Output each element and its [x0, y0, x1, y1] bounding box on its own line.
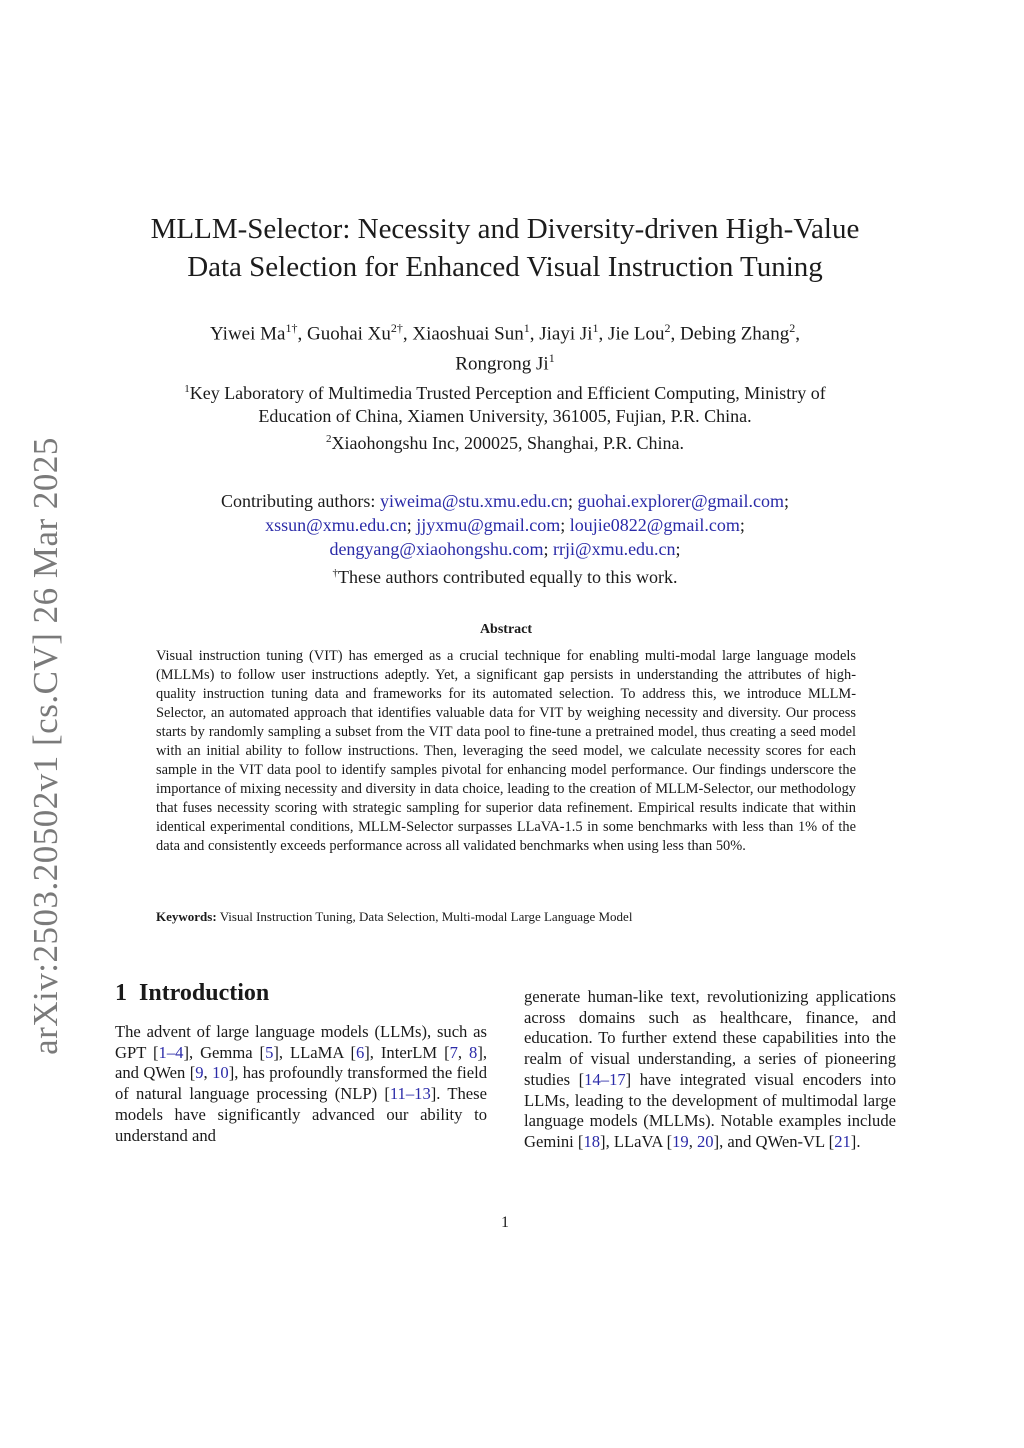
citation-link[interactable]: 20: [696, 1131, 714, 1151]
citation-link[interactable]: 18: [583, 1131, 601, 1151]
keywords-label: Keywords:: [156, 909, 217, 924]
contributing-authors: Contributing authors: yiweima@stu.xmu.edu.cn; guohai.explorer@gmail.com; xssun@xmu.edu.cn; jjyxmu@gmail.com; loujie0822@gmail.com; dengyang@xiaohongshu.com; rrji@xmu.edu.cn; †These authors contributed equally to this work.: [120, 489, 890, 589]
affiliations: [120, 378, 890, 455]
title-line: Data Selection for Enhanced Visual Instruction Tuning: [187, 251, 823, 283]
author-affiliation-mark: 1†: [285, 321, 298, 335]
section-title: Introduction: [139, 980, 270, 1006]
author-affiliation-mark: 2: [789, 321, 796, 335]
keywords-text: Visual Instruction Tuning, Data Selection, Multi-modal Large Language Model: [219, 909, 633, 924]
author-affiliation-mark: 1: [548, 351, 555, 366]
citation-link[interactable]: 8: [469, 1042, 478, 1062]
citation-link[interactable]: 11–13: [389, 1084, 431, 1104]
affiliation-1: $^1$Key Laboratory of Multimedia Trusted Perception and Efficient Computing, Ministry of: [184, 383, 826, 403]
citation-link[interactable]: 19: [672, 1131, 689, 1151]
author-name: Yiwei Ma: [210, 323, 286, 345]
citation-link[interactable]: 10: [212, 1063, 229, 1083]
email-link[interactable]: jjyxmu@gmail.com: [416, 515, 561, 535]
title-line: MLLM-Selector: Necessity and Diversity-driven High-Value: [150, 213, 860, 245]
arxiv-identifier-stamp: arXiv:2503.20502v1 [cs.CV] 26 Mar 2025: [26, 437, 65, 1055]
author-name: Jiayi Ji: [539, 323, 593, 345]
author-affiliation-mark: 2: [664, 321, 671, 335]
author-affiliation-mark: 1: [523, 321, 530, 335]
author-name: Guohai Xu: [306, 323, 391, 345]
section-number: 1: [115, 980, 127, 1006]
abstract-heading: Abstract: [479, 622, 533, 637]
citation-link[interactable]: 14–17: [584, 1069, 626, 1089]
keywords: [156, 908, 856, 926]
email-link[interactable]: loujie0822@gmail.com: [569, 515, 740, 535]
page-number: 1: [501, 1214, 509, 1231]
paper-title: [112, 210, 898, 286]
email-link[interactable]: yiweima@stu.xmu.edu.cn: [379, 491, 568, 511]
abstract-text: Visual instruction tuning (VIT) has emerged as a crucial technique for enabling multi-modal large language models (MLLMs) to follow user instructions adeptly. Yet, a significant gap persists in understanding the attributes of high-quality instruction tuning data and frameworks for its automated selection. To address this, we introduce MLLM-Selector, an automated approach that identifies valuable data for VIT by weighing necessity and diversity. Our process starts by randomly sampling a subset from the VIT data pool to fine-tune a pretrained model, thus creating a seed model with an initial ability to follow instructions. Then, leveraging the seed model, we calculate necessity scores for each sample in the VIT data pool to identify samples pivotal for enhancing model performance. Our findings underscore the importance of mixing necessity and diversity in data choice, leading to the creation of MLLM-Selector, our methodology that fuses necessity scoring with strategic sampling for superior data refinement. Empirical results indicate that within identical experimental conditions, MLLM-Selector surpasses LLaVA-1.5 in some benchmarks with less than 1% of the data and consistently exceeds performance across all validated benchmarks when using less than 50%.: [156, 648, 856, 854]
citation-link[interactable]: 7: [449, 1042, 458, 1062]
citation-link[interactable]: 5: [265, 1042, 274, 1062]
citation-link[interactable]: 21: [834, 1131, 851, 1151]
author-list: Yiwei $Ma^{1\dagger}$, Guohai $Xu^{2\dagger}$, Xiaoshuai Sun$^1$, Jiayi Ji$^1$, Jie Lou$^2$, Debing Zhang$^2$, Rongrong Ji$^1$: [210, 321, 800, 375]
email-link[interactable]: dengyang@xiaohongshu.com: [329, 539, 544, 559]
author-affiliation-mark: 1: [592, 321, 599, 335]
email-link[interactable]: xssun@xmu.edu.cn: [265, 515, 407, 535]
author-name: Jie Lou: [608, 323, 665, 345]
author-name: Debing Zhang: [680, 323, 790, 345]
contrib-label: Contributing authors:: [220, 491, 380, 511]
citation-link[interactable]: 1–4: [158, 1042, 184, 1062]
author-name: Xiaoshuai Sun: [412, 323, 524, 345]
citation-link[interactable]: 9: [195, 1063, 204, 1083]
affiliation-1-continued: Education of China, Xiamen University, 361005, Fujian, P.R. China.: [258, 406, 752, 426]
affiliation-2: $^2$Xiaohongshu Inc, 200025, Shanghai, P.R. China.: [326, 433, 684, 453]
email-link[interactable]: rrji@xmu.edu.cn: [553, 539, 676, 559]
email-link[interactable]: guohai.explorer@gmail.com: [577, 491, 785, 511]
intro-left-column: The advent of large language models (LLMs), such as GPT [1–4], Gemma [5], LLaMA [6], InterLM [7, 8], and QWen [9, 10], has profoundly transformed the field of natural language processing (NLP) [11–13]. These models have significantly advanced our ability to understand and: [115, 1022, 488, 1145]
intro-right-column: generate human-like text, revolutionizing applications across domains such as healthcare, finance, and education. To further extend these capabilities into the realm of visual understanding, a series of pioneering studies [14–17] have integrated visual encoders into LLMs, leading to the development of multimodal large language models (MLLMs). Notable examples include Gemini [18], LLaVA [19, 20], and QWen-VL [21].: [524, 987, 896, 1151]
author-name: Rongrong Ji: [455, 353, 549, 375]
author-affiliation-mark: 2†: [390, 321, 403, 335]
section-heading-introduction: [115, 980, 269, 1007]
citation-link[interactable]: 6: [355, 1042, 365, 1062]
equal-contribution-note: †These authors contributed equally to this work.: [332, 567, 678, 587]
